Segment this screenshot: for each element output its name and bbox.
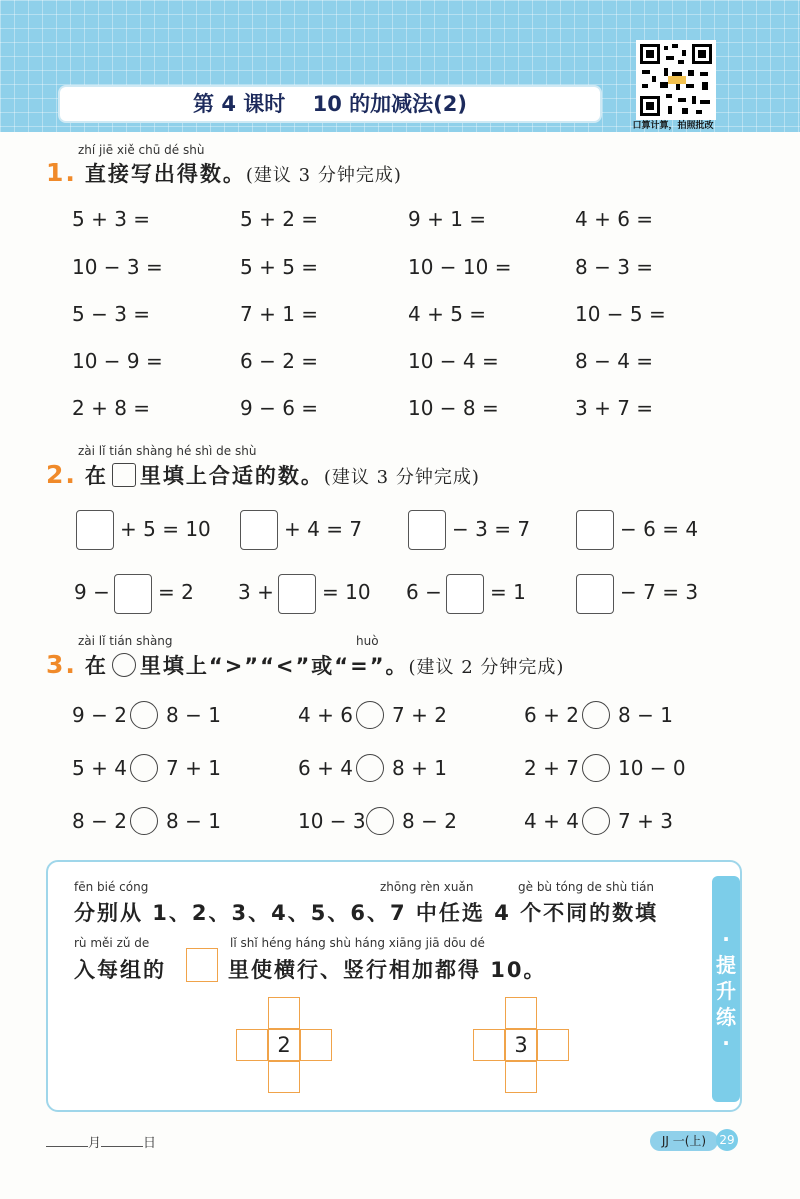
q3-hint: (建议 2 分钟完成) — [408, 657, 565, 678]
date-line — [46, 1132, 156, 1151]
ext-pinyin-1b: zhōng rèn xuǎn — [380, 880, 474, 894]
compare-circle[interactable] — [582, 754, 610, 782]
cross-cell-left[interactable] — [236, 1029, 268, 1061]
q3-right-expression: 7 + 3 — [618, 809, 673, 833]
cross-cell-bottom[interactable] — [505, 1061, 537, 1093]
q1-equation: 8 − 3 = — [575, 255, 654, 279]
q3-pinyin: zài lǐ tián shàng — [78, 634, 173, 648]
ext-pinyin-1a: fēn bié cóng — [74, 880, 149, 894]
q1-equation: 10 − 4 = — [408, 349, 499, 373]
answer-box[interactable] — [408, 510, 446, 550]
q1-equation: 4 + 6 = — [575, 207, 654, 231]
cross-cell-left[interactable] — [473, 1029, 505, 1061]
q3-right-expression: 10 − 0 — [618, 756, 686, 780]
compare-circle[interactable] — [582, 701, 610, 729]
q2-equation-part: + 5 = 10 — [120, 517, 211, 541]
q1-number: 1. — [46, 158, 77, 187]
compare-circle[interactable] — [582, 807, 610, 835]
q3-number: 3. — [46, 650, 77, 679]
q3-left-expression: 10 − 3 — [298, 809, 366, 833]
ext-line-1: 分别从 1、2、3、4、5、6、7 中任选 4 个不同的数填 — [74, 901, 659, 925]
q3-right-expression: 7 + 2 — [392, 703, 447, 727]
cross-cell-right[interactable] — [300, 1029, 332, 1061]
day-blank[interactable] — [101, 1136, 143, 1147]
q1-equation: 3 + 7 = — [575, 396, 654, 420]
q3-left-expression: 8 − 2 — [72, 809, 127, 833]
q2-equation-part: = 2 — [158, 580, 194, 604]
q1-equation: 5 + 2 = — [240, 207, 319, 231]
q1-equation: 10 − 5 = — [575, 302, 666, 326]
q3-left-expression: 2 + 7 — [524, 756, 579, 780]
q3-right-expression: 8 − 1 — [618, 703, 673, 727]
q3-right-expression: 8 − 2 — [402, 809, 457, 833]
square-symbol-icon — [186, 948, 218, 982]
q2-equation-part: − 7 = 3 — [620, 580, 699, 604]
q1-equation: 5 + 3 = — [72, 207, 151, 231]
q3-left-expression: 4 + 6 — [298, 703, 353, 727]
q3-right-expression: 7 + 1 — [166, 756, 221, 780]
month-label: 月 — [88, 1136, 102, 1151]
q3-heading — [46, 650, 564, 680]
compare-circle[interactable] — [366, 807, 394, 835]
q1-equation: 5 − 3 = — [72, 302, 151, 326]
q2-equation-part: = 1 — [490, 580, 526, 604]
answer-box[interactable] — [76, 510, 114, 550]
lesson-title — [58, 85, 602, 123]
q3-left-expression: 9 − 2 — [72, 703, 127, 727]
q2-equation-part: = 10 — [322, 580, 371, 604]
q2-hint: (建议 3 分钟完成) — [323, 467, 480, 488]
q3-right-expression: 8 + 1 — [392, 756, 447, 780]
q1-equation: 7 + 1 = — [240, 302, 319, 326]
day-label: 日 — [143, 1136, 157, 1151]
q1-equation: 9 − 6 = — [240, 396, 319, 420]
ext-pinyin-2a: rù měi zǔ de — [74, 936, 150, 950]
q2-prompt-b: 里填上合适的数。 — [139, 464, 324, 488]
ext-line-2b: 里使横行、竖行相加都得 10。 — [228, 958, 547, 982]
q1-prompt: 直接写出得数。 — [84, 162, 246, 186]
month-blank[interactable] — [46, 1136, 88, 1147]
q3-right-expression: 8 − 1 — [166, 703, 221, 727]
compare-circle[interactable] — [356, 754, 384, 782]
q3-right-expression: 8 − 1 — [166, 809, 221, 833]
answer-box[interactable] — [446, 574, 484, 614]
ext-line-2a: 入每组的 — [74, 958, 166, 982]
qr-code-icon[interactable] — [636, 40, 716, 120]
compare-circle[interactable] — [356, 701, 384, 729]
q1-equation: 2 + 8 = — [72, 396, 151, 420]
square-symbol-icon — [112, 463, 136, 487]
qr-caption: 口算计算，拍照批改 — [632, 121, 714, 131]
q1-heading — [46, 158, 402, 188]
cross-cell-bottom[interactable] — [268, 1061, 300, 1093]
side-tab-label: ·提升练· — [716, 927, 736, 1055]
q1-pinyin: zhí jiē xiě chū dé shù — [78, 143, 205, 157]
q3-pinyin-huo: huò — [356, 634, 379, 648]
lesson-topic: 10 的加减法(2) — [312, 92, 467, 116]
q1-hint: (建议 3 分钟完成) — [245, 165, 402, 186]
q3-prompt-b: 里填上“>”“<”或“=”。 — [139, 654, 409, 678]
cross-cell-top[interactable] — [268, 997, 300, 1029]
q3-left-expression: 4 + 4 — [524, 809, 579, 833]
q1-equation: 5 + 5 = — [240, 255, 319, 279]
ext-pinyin-2b: lǐ shǐ héng háng shù háng xiāng jiā dōu dé — [230, 936, 485, 950]
answer-box[interactable] — [278, 574, 316, 614]
page-number: 29 — [716, 1129, 738, 1151]
cross-cell-top[interactable] — [505, 997, 537, 1029]
q2-number: 2. — [46, 460, 77, 489]
q2-equation-part: + 4 = 7 — [284, 517, 363, 541]
answer-box[interactable] — [240, 510, 278, 550]
q1-equation: 6 − 2 = — [240, 349, 319, 373]
answer-box[interactable] — [576, 510, 614, 550]
q1-equation: 10 − 3 = — [72, 255, 163, 279]
answer-box[interactable] — [114, 574, 152, 614]
circle-symbol-icon — [112, 653, 136, 677]
q1-equation: 9 + 1 = — [408, 207, 487, 231]
compare-circle[interactable] — [130, 754, 158, 782]
answer-box[interactable] — [576, 574, 614, 614]
q2-pinyin: zài lǐ tián shàng hé shì de shù — [78, 444, 257, 458]
side-tab — [712, 876, 740, 1102]
q3-left-expression: 5 + 4 — [72, 756, 127, 780]
cross-cell-right[interactable] — [537, 1029, 569, 1061]
q1-equation: 10 − 10 = — [408, 255, 512, 279]
q2-equation-part: − 3 = 7 — [452, 517, 531, 541]
q3-left-expression: 6 + 2 — [524, 703, 579, 727]
q2-prompt-a: 在 — [84, 464, 108, 488]
compare-circle[interactable] — [130, 701, 158, 729]
lesson-number: 第 4 课时 — [193, 92, 286, 116]
grade-badge: JJ 一(上) — [650, 1131, 718, 1151]
q3-left-expression: 6 + 4 — [298, 756, 353, 780]
ext-pinyin-1c: gè bù tóng de shù tián — [518, 880, 655, 894]
q1-equation: 4 + 5 = — [408, 302, 487, 326]
q3-prompt-a: 在 — [84, 654, 108, 678]
q2-equation-part: 3 + — [238, 580, 274, 604]
q1-equation: 10 − 9 = — [72, 349, 163, 373]
cross-center-number: 3 — [514, 1033, 528, 1057]
q2-equation-part: 6 − — [406, 580, 442, 604]
q1-equation: 10 − 8 = — [408, 396, 499, 420]
q1-equation: 8 − 4 = — [575, 349, 654, 373]
compare-circle[interactable] — [130, 807, 158, 835]
q2-equation-part: − 6 = 4 — [620, 517, 699, 541]
cross-center-number: 2 — [277, 1033, 291, 1057]
q2-equation-part: 9 − — [74, 580, 110, 604]
q2-heading — [46, 460, 480, 490]
